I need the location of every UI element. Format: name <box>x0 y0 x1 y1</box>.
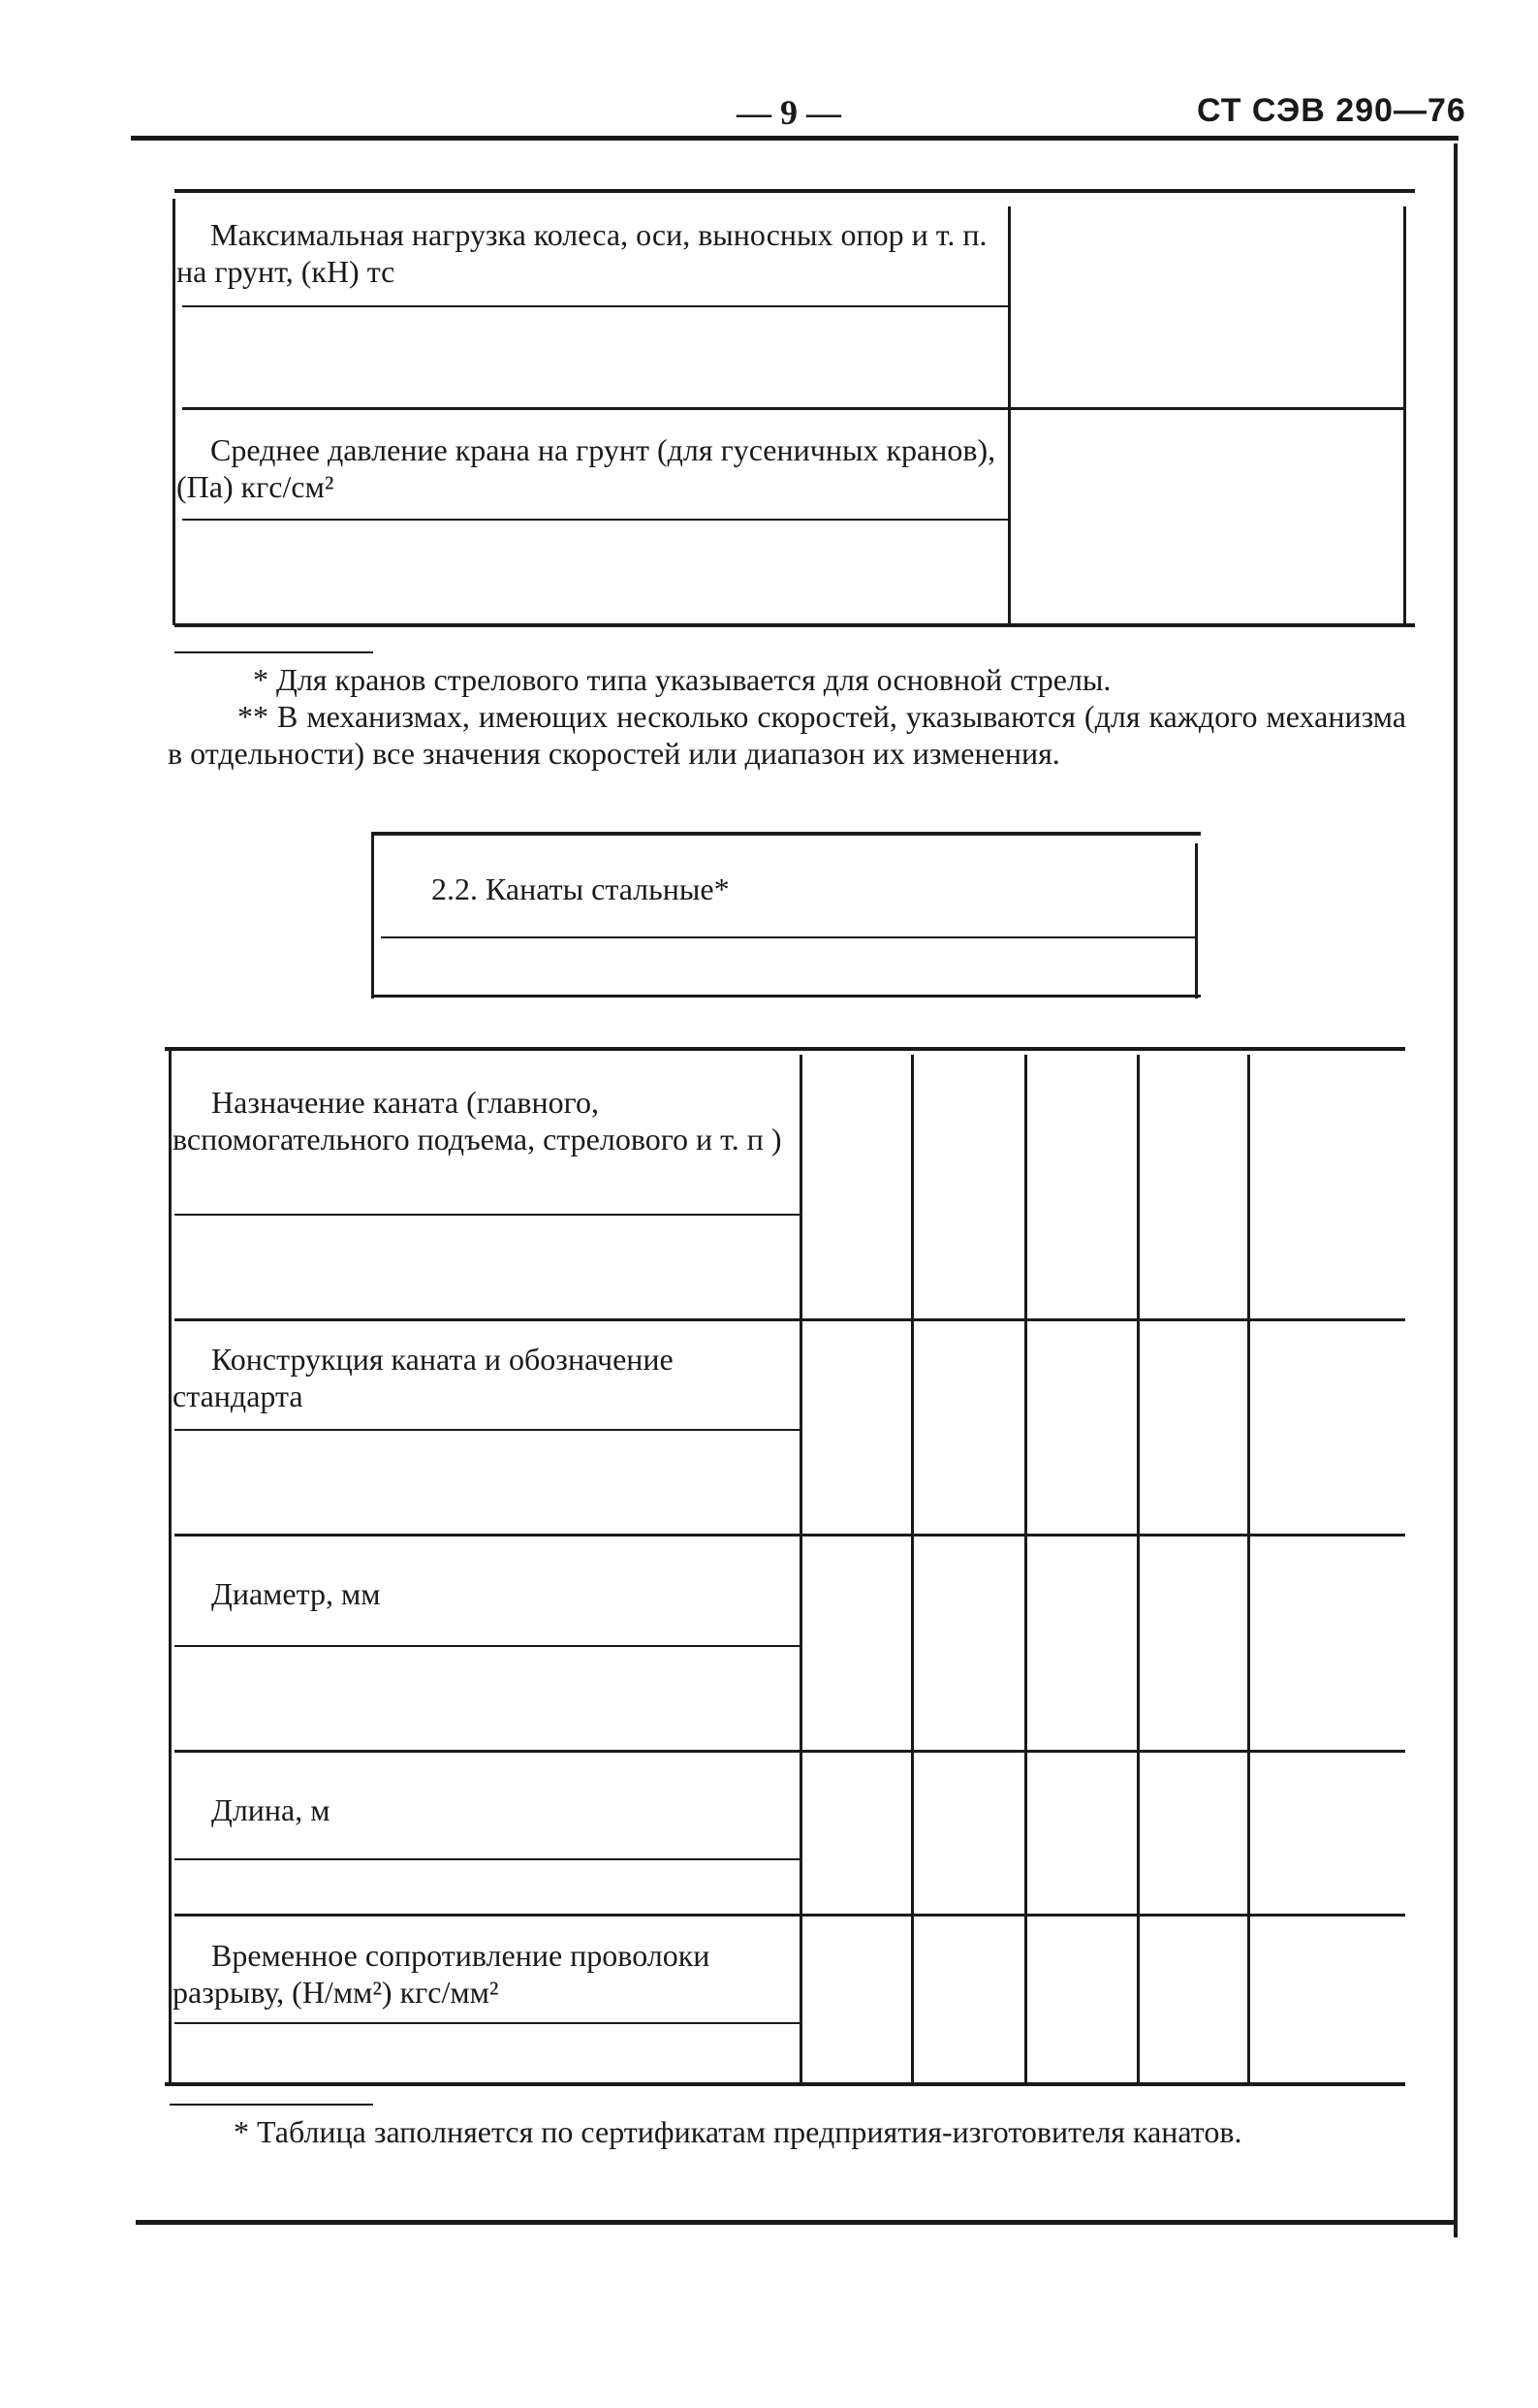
row-divider <box>174 1914 1405 1917</box>
page-number: — 9 — <box>737 93 841 132</box>
row-sub-divider <box>174 1429 800 1431</box>
row-sub-divider <box>174 1645 800 1647</box>
row-sub-divider <box>174 2022 800 2024</box>
row-sub-divider <box>174 1858 800 1860</box>
col-divider <box>1024 1055 1027 2082</box>
rope-row-label: Временное сопротивление проволоки разрыву, (Н/мм²) кгс/мм² <box>173 1938 710 2010</box>
row-divider <box>182 407 1405 410</box>
section-box <box>371 832 1201 998</box>
footnote-rule <box>170 2104 373 2106</box>
row-divider <box>174 1318 1405 1321</box>
col-divider <box>1247 1055 1250 2082</box>
box-right-border <box>1195 843 1198 998</box>
footnote: ** В механизмах, имеющих несколько скоростей, указываются (для каждого механизма в отдельности) все значения скоростей или диапазон их изменения. <box>168 699 1406 771</box>
table-bottom-border <box>174 623 1415 627</box>
row-sub-divider <box>182 305 1008 307</box>
col-divider <box>1137 1055 1140 2082</box>
col-divider <box>911 1055 914 2082</box>
row-divider <box>174 1750 1405 1753</box>
table-top-border <box>165 1047 1405 1051</box>
header-rule <box>131 136 1459 141</box>
footnote: * Для кранов стрелового типа указывается для основной стрелы. <box>253 662 1112 697</box>
rope-row-label: Назначение каната (главного, вспомогательного подъема, стрелового и т. п ) <box>173 1085 782 1156</box>
table-col-divider <box>1008 206 1011 623</box>
row-sub-divider <box>182 519 1008 521</box>
section-title: 2.2. Канаты стальные* <box>431 871 730 906</box>
row-divider <box>174 1534 1405 1537</box>
table-left-border <box>173 199 175 625</box>
rope-row-label: Конструкция каната и обозначение стандарта <box>173 1342 674 1413</box>
table-row-label: Максимальная нагрузка колеса, оси, выносных опор и т. п. на грунт, (кН) тс <box>176 217 988 289</box>
right-margin-rule <box>1454 143 1458 2237</box>
table-right-border <box>1403 206 1406 623</box>
box-top-border <box>371 832 1201 836</box>
box-divider <box>381 936 1195 938</box>
rope-row-label: Диаметр, мм <box>211 1576 381 1611</box>
rope-table <box>165 1047 1410 2094</box>
box-left-border <box>371 832 374 998</box>
table-top-border <box>174 189 1415 193</box>
table-left-border <box>169 1047 172 2086</box>
footnote: * Таблица заполняется по сертификатам предприятия-изготовителя канатов. <box>234 2114 1242 2149</box>
top-table <box>165 189 1415 630</box>
standard-designation: СТ СЭВ 290—76 <box>1197 92 1466 129</box>
col-divider <box>800 1055 802 2082</box>
box-bottom-border <box>371 995 1201 998</box>
row-sub-divider <box>174 1214 800 1216</box>
footnote-rule <box>174 651 373 653</box>
table-bottom-border <box>165 2082 1405 2086</box>
table-row-label: Среднее давление крана на грунт (для гусеничных кранов), (Па) кгс/см² <box>176 432 996 504</box>
rope-row-label: Длина, м <box>211 1792 330 1827</box>
footer-rule <box>136 2220 1458 2225</box>
